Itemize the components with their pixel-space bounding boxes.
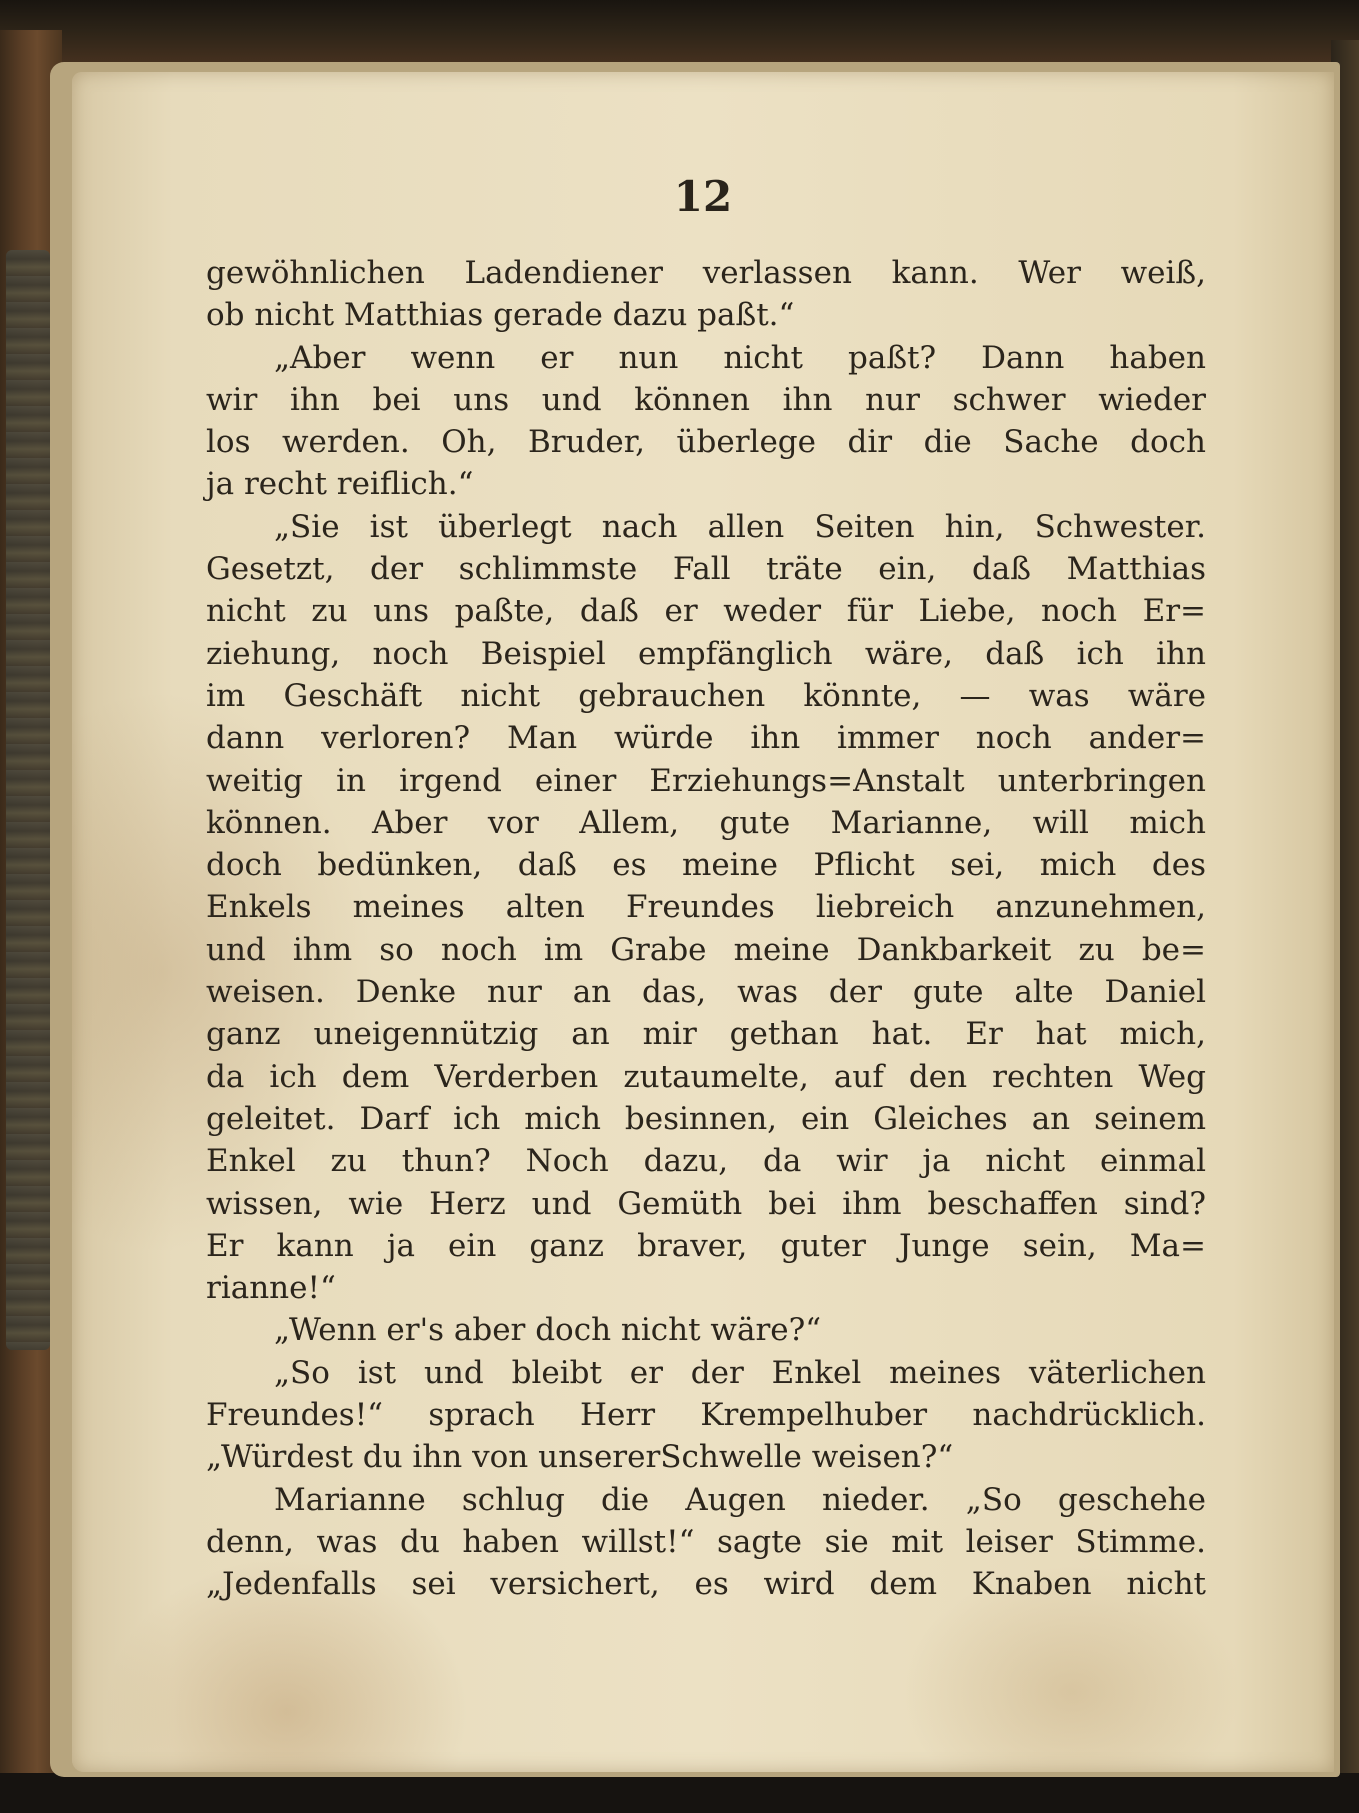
text-line: doch bedünken, daß es meine Pflicht sei, mich des bbox=[206, 847, 1206, 884]
body-text bbox=[206, 252, 1206, 1732]
text-line: weitig in irgend einer Erziehungs=Anstalt unterbringen bbox=[206, 762, 1206, 799]
text-line: ja recht reiflich.“ bbox=[206, 466, 474, 503]
text-line: ziehung, noch Beispiel empfänglich wäre, daß ich ihn bbox=[206, 635, 1206, 672]
text-line: können. Aber vor Allem, gute Marianne, will mich bbox=[206, 804, 1206, 841]
text-line: „Aber wenn er nun nicht paßt? Dann haben bbox=[274, 339, 1206, 376]
text-line: geleitet. Darf ich mich besinnen, ein Gleiches an seinem bbox=[206, 1100, 1206, 1137]
text-line: ob nicht Matthias gerade dazu paßt.“ bbox=[206, 297, 795, 334]
book-page bbox=[72, 72, 1334, 1772]
text-line: denn, was du haben willst!“ sagte sie mit leiser Stimme. bbox=[206, 1523, 1206, 1560]
text-line: Freundes!“ sprach Herr Krempelhuber nachdrücklich. bbox=[206, 1397, 1206, 1434]
text-line: „Sie ist überlegt nach allen Seiten hin, Schwester. bbox=[274, 508, 1206, 545]
text-line: nicht zu uns paßte, daß er weder für Liebe, noch Er= bbox=[206, 593, 1206, 630]
text-line: und ihm so noch im Grabe meine Dankbarkeit zu be= bbox=[206, 931, 1206, 968]
text-line: Marianne schlug die Augen nieder. „So geschehe bbox=[274, 1481, 1206, 1518]
text-line: wir ihn bei uns und können ihn nur schwer wieder bbox=[206, 381, 1206, 418]
text-line: „So ist und bleibt er der Enkel meines väterlichen bbox=[274, 1354, 1206, 1391]
text-line: los werden. Oh, Bruder, überlege dir die Sache doch bbox=[206, 424, 1206, 461]
text-line: weisen. Denke nur an das, was der gute alte Daniel bbox=[206, 974, 1206, 1011]
text-line: „Wenn er's aber doch nicht wäre?“ bbox=[274, 1312, 822, 1349]
text-line: „Würdest du ihn von unsererSchwelle weisen?“ bbox=[206, 1439, 954, 1476]
book-cover-bottom-edge bbox=[0, 1773, 1359, 1813]
text-line: gewöhnlichen Ladendiener verlassen kann. Wer weiß, bbox=[206, 255, 1206, 291]
text-line: Er kann ja ein ganz braver, guter Junge sein, Ma= bbox=[206, 1227, 1206, 1264]
text-line: Gesetzt, der schlimmste Fall träte ein, daß Matthias bbox=[206, 551, 1206, 588]
text-line: „Jedenfalls sei versichert, es wird dem Knaben nicht bbox=[206, 1566, 1206, 1603]
text-line: da ich dem Verderben zutaumelte, auf den rechten Weg bbox=[206, 1058, 1206, 1095]
spine-wear-texture bbox=[6, 250, 50, 1350]
text-line: rianne!“ bbox=[206, 1270, 336, 1307]
text-line: im Geschäft nicht gebrauchen könnte, — was wäre bbox=[206, 677, 1206, 714]
text-line: dann verloren? Man würde ihn immer noch ander= bbox=[206, 720, 1206, 757]
text-line: wissen, wie Herz und Gemüth bei ihm beschaffen sind? bbox=[206, 1185, 1206, 1222]
text-line: ganz uneigennützig an mir gethan hat. Er hat mich, bbox=[206, 1016, 1206, 1053]
page-number: 12 bbox=[673, 172, 733, 221]
text-line: Enkel zu thun? Noch dazu, da wir ja nicht einmal bbox=[206, 1143, 1206, 1180]
book-cover-top-edge bbox=[0, 0, 1359, 70]
text-line: Enkels meines alten Freundes liebreich anzunehmen, bbox=[206, 889, 1206, 926]
